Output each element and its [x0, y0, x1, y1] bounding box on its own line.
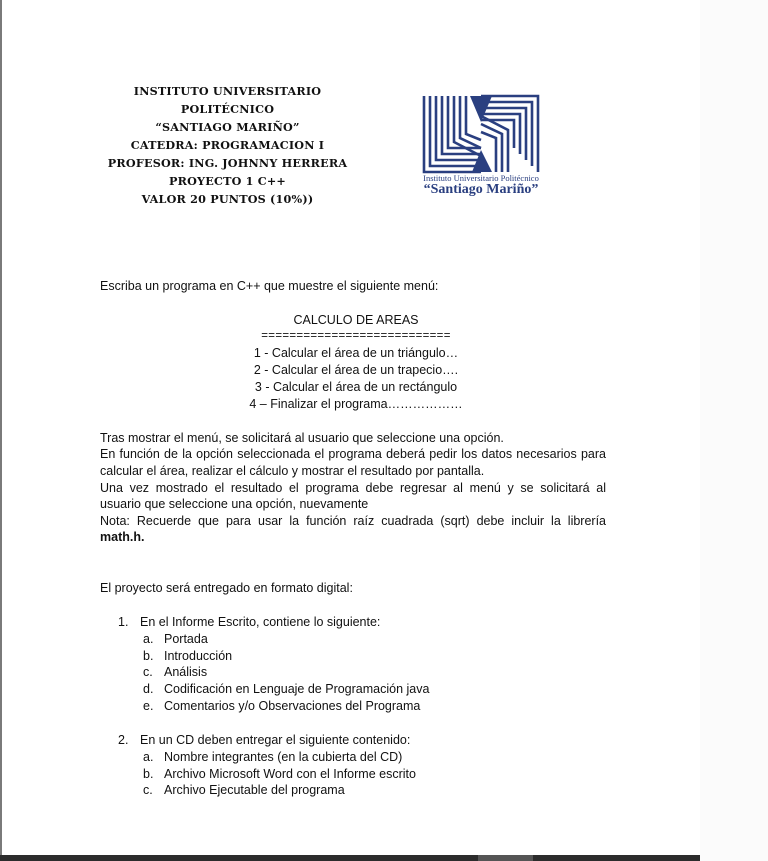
sub-letter: e.: [143, 699, 154, 713]
sub-list-item: [143, 698, 420, 715]
logo-caption-institution: Instituto Universitario Politécnico: [423, 173, 539, 183]
sub-letter: b.: [143, 649, 154, 663]
list-number: 2.: [118, 733, 129, 747]
sub-text: Portada: [164, 632, 208, 646]
institution-logo: [412, 94, 550, 204]
bottom-scrollbar-thumb[interactable]: [478, 855, 533, 861]
list-item: [118, 732, 410, 749]
sub-list-item: [143, 648, 232, 665]
header-institution-name: “SANTIAGO MARIÑO”: [155, 120, 300, 134]
menu-separator: ===========================: [261, 330, 451, 342]
menu-item: 3 - Calcular el área de un rectángulo: [254, 380, 458, 394]
menu-item: 4 – Finalizar el programa………………: [249, 397, 463, 411]
header-value: VALOR 20 PUNTOS (10%)): [141, 192, 314, 206]
header-institution-2: POLITÉCNICO: [180, 102, 275, 116]
sub-letter: c.: [143, 665, 153, 679]
sub-text: Nombre integrantes (en la cubierta del CD): [164, 750, 403, 764]
document-header: [105, 82, 350, 208]
page-left-border: [0, 0, 2, 861]
list-number: 1.: [118, 615, 129, 629]
header-professor: PROFESOR: ING. JOHNNY HERRERA: [107, 156, 348, 170]
header-course: CATEDRA: PROGRAMACION I: [130, 138, 325, 152]
header-project: PROYECTO 1 C++: [169, 174, 286, 188]
sub-letter: b.: [143, 767, 154, 781]
sub-letter: d.: [143, 682, 154, 696]
body-line: usuario que seleccione una opción, nuevamente: [100, 497, 369, 511]
bottom-scrollbar[interactable]: [0, 855, 700, 861]
list-item: [118, 614, 380, 631]
delivery-paragraph: El proyecto será entregado en formato digital:: [100, 581, 353, 595]
body-line: calcular el área, realizar el cálculo y mostrar el resultado por pantalla.: [100, 464, 485, 478]
menu-title: CALCULO DE AREAS: [293, 313, 419, 327]
sub-list-item: [143, 631, 208, 648]
library-name: math.h.: [100, 530, 145, 544]
sub-text: Archivo Ejecutable del programa: [164, 783, 345, 797]
header-institution: INSTITUTO UNIVERSITARIO: [133, 84, 322, 98]
list-text: En un CD deben entregar el siguiente contenido:: [140, 733, 411, 747]
body-line: En función de la opción seleccionada el programa deberá pedir los datos necesarios para: [100, 447, 606, 461]
sub-list-item: [143, 782, 345, 799]
menu-item: 1 - Calcular el área de un triángulo…: [253, 346, 459, 360]
sub-text: Archivo Microsoft Word con el Informe escrito: [164, 767, 416, 781]
intro-paragraph: Escriba un programa en C++ que muestre el siguiente menú:: [100, 279, 439, 293]
logo-caption-name: “Santiago Mariño”: [423, 182, 539, 197]
body-line: Una vez mostrado el resultado el programa debe regresar al menú y se solicitará al: [100, 481, 606, 495]
sub-letter: a.: [143, 632, 154, 646]
sub-list-item: [143, 766, 416, 783]
sub-text: Comentarios y/o Observaciones del Programa: [164, 699, 421, 713]
sub-list-item: [143, 664, 207, 681]
sub-text: Introducción: [164, 649, 233, 663]
sub-text: Análisis: [164, 665, 208, 679]
sub-list-item: [143, 681, 429, 698]
body-note: Nota: Recuerde que para usar la función raíz cuadrada (sqrt) debe incluir la librería: [100, 514, 606, 528]
sub-list-item: [143, 749, 402, 766]
logo-emblem-icon: [422, 94, 540, 174]
sub-text: Codificación en Lenguaje de Programación java: [164, 682, 430, 696]
page-right-margin: [700, 0, 768, 861]
sub-letter: a.: [143, 750, 154, 764]
menu-item: 2 - Calcular el área de un trapecio….: [253, 363, 459, 377]
sub-letter: c.: [143, 783, 153, 797]
body-line: Tras mostrar el menú, se solicitará al usuario que seleccione una opción.: [100, 431, 504, 445]
list-text: En el Informe Escrito, contiene lo siguiente:: [140, 615, 381, 629]
